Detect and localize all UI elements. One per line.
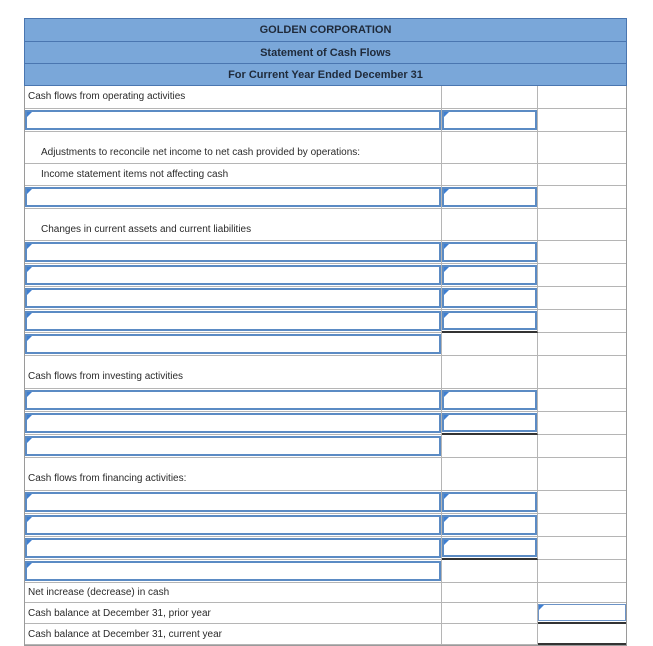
spacer-row bbox=[24, 356, 627, 366]
income-items-label: Income statement items not affecting cash bbox=[41, 169, 229, 180]
table-row bbox=[24, 287, 627, 310]
input-marker-icon bbox=[444, 290, 449, 295]
spacer-row bbox=[24, 458, 627, 468]
input-marker-icon bbox=[444, 517, 449, 522]
input-marker-icon bbox=[27, 438, 32, 443]
change-item-input[interactable] bbox=[25, 311, 441, 331]
financing-amount-input[interactable] bbox=[442, 515, 537, 535]
table-row bbox=[24, 310, 627, 333]
financing-title: Cash flows from financing activities: bbox=[28, 473, 187, 484]
financing-item-input[interactable] bbox=[25, 492, 441, 512]
change-item-input[interactable] bbox=[25, 242, 441, 262]
input-marker-icon bbox=[27, 336, 32, 341]
statement-title: Statement of Cash Flows bbox=[24, 42, 627, 64]
table-row bbox=[24, 186, 627, 209]
input-marker-icon bbox=[444, 189, 449, 194]
prior-balance-input[interactable] bbox=[538, 604, 626, 621]
operating-total-input[interactable] bbox=[25, 334, 441, 354]
input-marker-icon bbox=[444, 540, 449, 545]
input-marker-icon bbox=[539, 605, 544, 610]
statement-period: For Current Year Ended December 31 bbox=[24, 64, 627, 86]
table-row bbox=[24, 241, 627, 264]
input-marker-icon bbox=[27, 392, 32, 397]
cash-flow-worksheet bbox=[24, 18, 627, 646]
input-marker-icon bbox=[27, 494, 32, 499]
input-marker-icon bbox=[444, 313, 449, 318]
spacer-row bbox=[24, 209, 627, 219]
change-amount-input[interactable] bbox=[442, 265, 537, 285]
summary-row bbox=[24, 603, 627, 624]
table-row bbox=[24, 560, 627, 583]
table-row bbox=[24, 389, 627, 412]
prior-balance-label: Cash balance at December 31, prior year bbox=[28, 608, 211, 619]
current-balance-label: Cash balance at December 31, current year bbox=[28, 629, 222, 640]
summary-row bbox=[24, 583, 627, 603]
investing-item-input[interactable] bbox=[25, 390, 441, 410]
changes-row bbox=[24, 219, 627, 241]
adjustments-label: Adjustments to reconcile net income to net cash provided by operations: bbox=[41, 147, 361, 158]
financing-total-input[interactable] bbox=[25, 561, 441, 581]
input-marker-icon bbox=[444, 415, 449, 420]
input-marker-icon bbox=[27, 415, 32, 420]
income-item-input[interactable] bbox=[25, 187, 441, 207]
input-marker-icon bbox=[27, 244, 32, 249]
change-amount-input[interactable] bbox=[442, 311, 537, 330]
table-row bbox=[24, 333, 627, 356]
financing-item-input[interactable] bbox=[25, 538, 441, 558]
table-row bbox=[24, 537, 627, 560]
input-marker-icon bbox=[444, 392, 449, 397]
financing-title-row bbox=[24, 468, 627, 491]
table-row bbox=[24, 514, 627, 537]
investing-title-row bbox=[24, 366, 627, 389]
change-amount-input[interactable] bbox=[442, 242, 537, 262]
investing-title: Cash flows from investing activities bbox=[28, 371, 184, 382]
income-item-amount-input[interactable] bbox=[442, 187, 537, 207]
input-marker-icon bbox=[444, 244, 449, 249]
net-change-label: Net increase (decrease) in cash bbox=[28, 587, 170, 598]
summary-row bbox=[24, 624, 627, 646]
input-marker-icon bbox=[27, 112, 32, 117]
change-item-input[interactable] bbox=[25, 288, 441, 308]
table-row bbox=[24, 435, 627, 458]
input-marker-icon bbox=[27, 267, 32, 272]
changes-label: Changes in current assets and current liabilities bbox=[41, 224, 252, 235]
input-marker-icon bbox=[444, 494, 449, 499]
input-marker-icon bbox=[27, 290, 32, 295]
investing-total-input[interactable] bbox=[25, 436, 441, 456]
operating-title: Cash flows from operating activities bbox=[28, 91, 186, 102]
table-row bbox=[24, 412, 627, 435]
table-row bbox=[24, 264, 627, 287]
operating-title-row bbox=[24, 86, 627, 109]
company-name: GOLDEN CORPORATION bbox=[24, 18, 627, 42]
table-row bbox=[24, 491, 627, 514]
income-items-row bbox=[24, 164, 627, 186]
spacer-row bbox=[24, 132, 627, 142]
financing-item-input[interactable] bbox=[25, 515, 441, 535]
table-row bbox=[24, 109, 627, 132]
input-marker-icon bbox=[444, 267, 449, 272]
input-marker-icon bbox=[27, 517, 32, 522]
input-marker-icon bbox=[27, 189, 32, 194]
input-marker-icon bbox=[27, 563, 32, 568]
operating-amount-input[interactable] bbox=[442, 110, 537, 130]
operating-line-input[interactable] bbox=[25, 110, 441, 130]
input-marker-icon bbox=[27, 313, 32, 318]
change-amount-input[interactable] bbox=[442, 288, 537, 308]
input-marker-icon bbox=[27, 540, 32, 545]
investing-item-input[interactable] bbox=[25, 413, 441, 433]
adjustments-row bbox=[24, 142, 627, 164]
investing-amount-input[interactable] bbox=[442, 390, 537, 410]
input-marker-icon bbox=[444, 112, 449, 117]
financing-amount-input[interactable] bbox=[442, 492, 537, 512]
investing-amount-input[interactable] bbox=[442, 413, 537, 432]
change-item-input[interactable] bbox=[25, 265, 441, 285]
financing-amount-input[interactable] bbox=[442, 538, 537, 557]
